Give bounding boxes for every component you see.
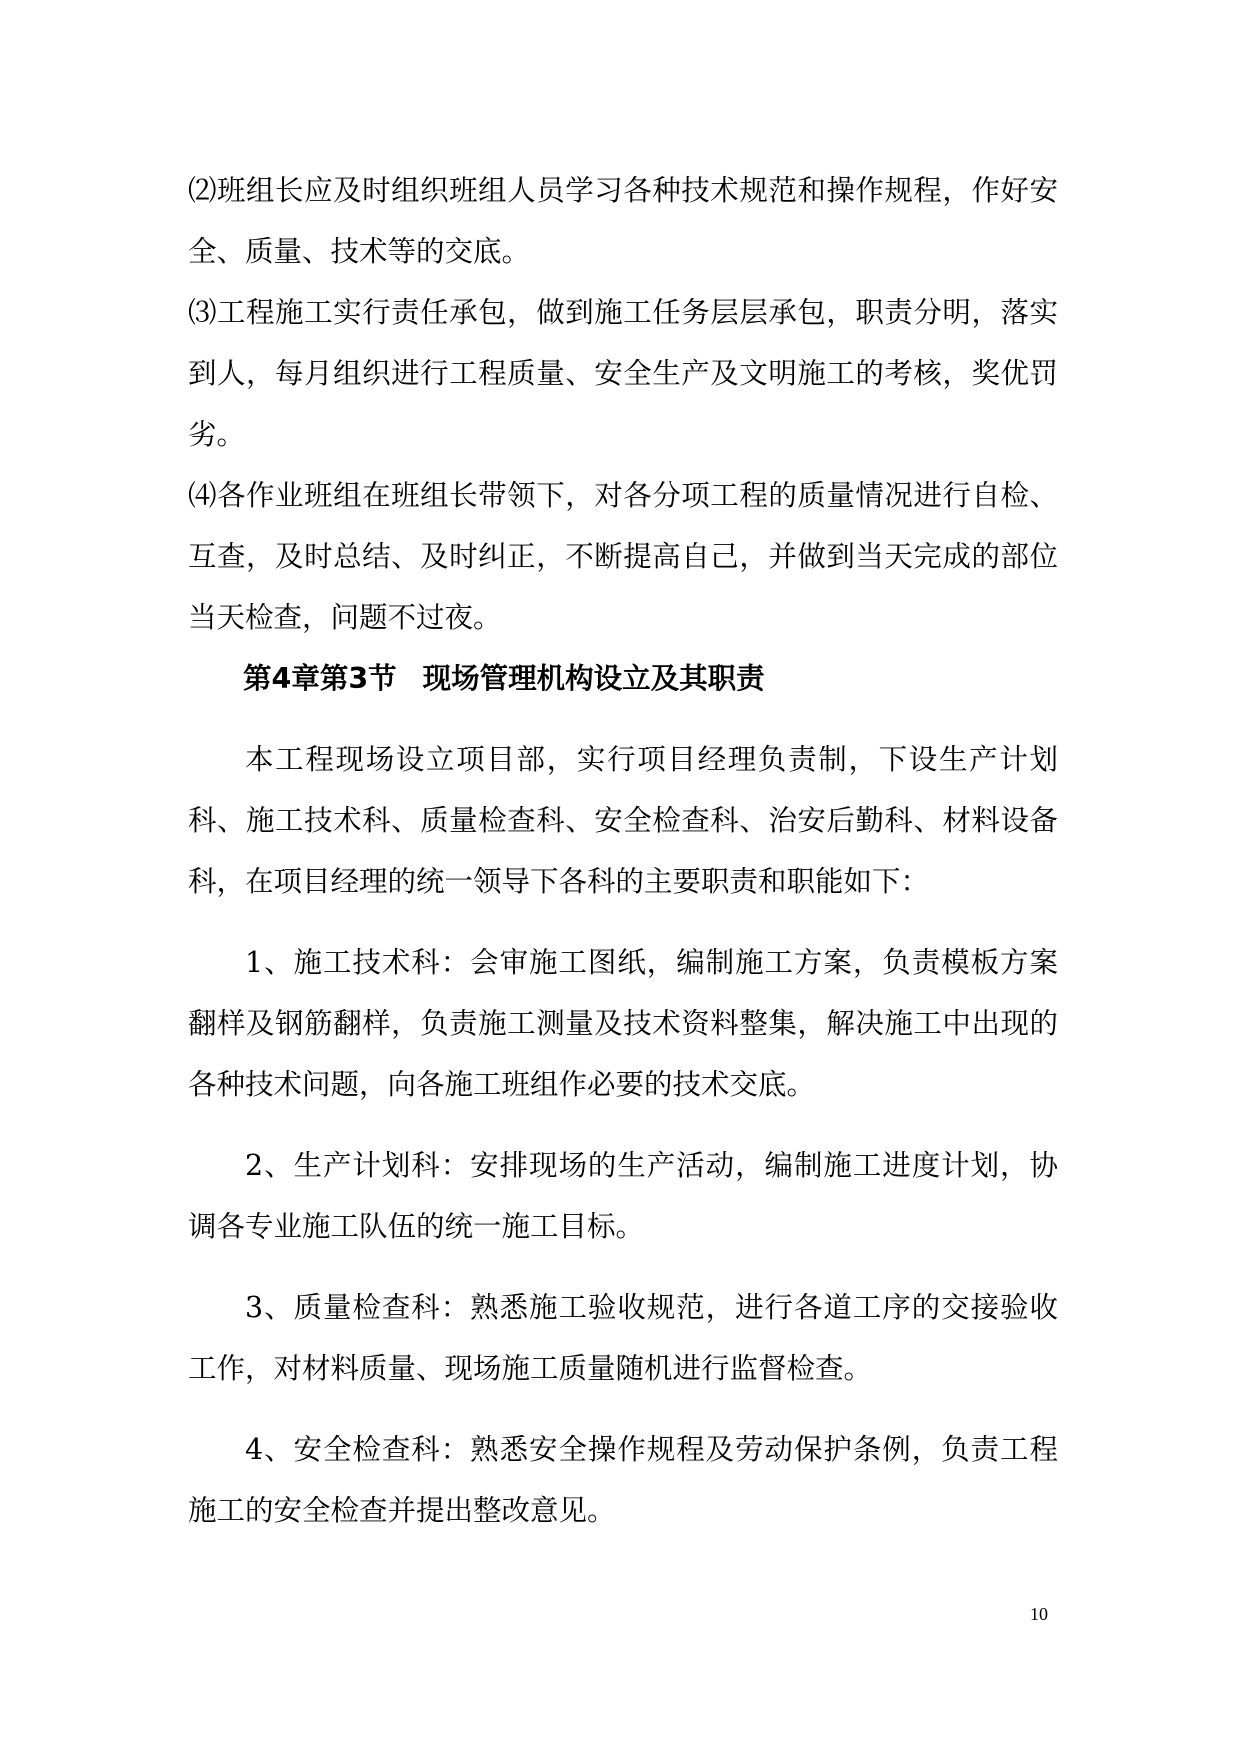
paragraph-item-2: ⑵班组长应及时组织班组人员学习各种技术规范和操作规程，作好安全、质量、技术等的交底。 xyxy=(188,174,1058,268)
section-heading xyxy=(188,648,1058,709)
page-body xyxy=(188,160,1058,1541)
paragraph-item-4: ⑷各作业班组在班组长带领下，对各分项工程的质量情况进行自检、互查，及时总结、及时纠正，不断提高自己，并做到当天完成的部位当天检查，问题不过夜。 xyxy=(188,479,1058,634)
duty-item-quality: 3、质量检查科：熟悉施工验收规范，进行各道工序的交接验收工作，对材料质量、现场施工质量随机进行监督检查。 xyxy=(188,1291,1058,1385)
duty-item-safety: 4、安全检查科：熟悉安全操作规程及劳动保护条例，负责工程施工的安全检查并提出整改意见。 xyxy=(188,1433,1058,1527)
page-number: 10 xyxy=(1030,1604,1048,1624)
section-number: 第4章第3节 xyxy=(243,662,397,695)
section-title: 现场管理机构设立及其职责 xyxy=(422,662,765,695)
intro-paragraph: 本工程现场设立项目部，实行项目经理负责制，下设生产计划科、施工技术科、质量检查科、安全检查科、治安后勤科、材料设备科，在项目经理的统一领导下各科的主要职责和职能如下： xyxy=(188,743,1058,898)
duty-item-technical: 1、施工技术科：会审施工图纸，编制施工方案，负责模板方案翻样及钢筋翻样，负责施工测量及技术资料整集，解决施工中出现的各种技术问题，向各施工班组作必要的技术交底。 xyxy=(188,946,1058,1101)
duty-item-planning: 2、生产计划科：安排现场的生产活动，编制施工进度计划，协调各专业施工队伍的统一施工目标。 xyxy=(188,1149,1058,1243)
paragraph-item-3: ⑶工程施工实行责任承包，做到施工任务层层承包，职责分明，落实到人，每月组织进行工程质量、安全生产及文明施工的考核，奖优罚劣。 xyxy=(188,296,1058,451)
